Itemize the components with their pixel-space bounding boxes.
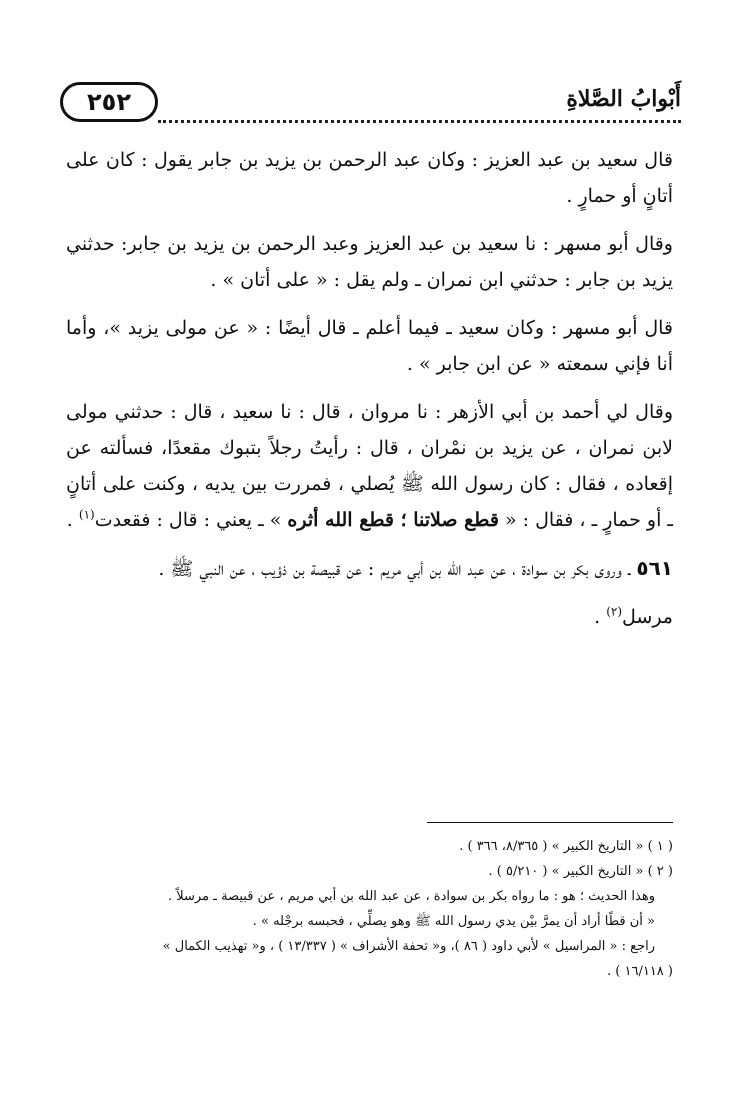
header-dotted-rule [158,120,681,123]
paragraph-5 [66,550,673,587]
paragraph-4-text-b: » ـ يعني : قال : فقعدت [94,509,282,531]
chapter-title: أَبْوابُ الصَّلاةِ [566,86,681,112]
footnote-2: ( ٢ ) « التاريخ الكبير » ( ٥/٢١٠ ) . [488,864,673,879]
footnote-ref-2[interactable]: (٢) [606,604,623,619]
footnote-2-detail-2: « أن قطًا أراد أن يمرَّ بيْن يدي رسول الله ﷺ وهو يصلِّي ، فحبسه برجْله » . [252,914,655,929]
paragraph-3: قال أبو مسهر : وكان سعيد ـ فيما أعلم ـ قال أيضًا : « عن مولى يزيد »، وأما أنا فإني سمعته « عن ابن جابر » . [66,317,673,375]
footnote-2-detail-3: راجع : « المراسيل » لأبي داود ( ٨٦ )، و« تحفة الأشراف » ( ١٣/٣٣٧ ) ، و« تهذيب الكمال » [162,939,655,954]
paragraph-1: قال سعيد بن عبد العزيز : وكان عبد الرحمن بن يزيد بن جابر يقول : كان على أتانٍ أو حمارٍ . [66,149,673,207]
paragraph-6-end: . [594,606,607,628]
paragraph-6 [66,599,673,635]
quoted-saying: قطع صلاتنا ؛ قطع الله أثره [287,509,499,531]
paragraph-4-text-a: وقال لي أحمد بن أبي الأزهر : نا مروان ، قال : نا سعيد ، قال : حدثني مولى لابن نمران ، عن يزيد بن نمْران ، قال : رأيتُ رجلاً بتبوك مقعدًا، فسألته عن إقعاده ، فقال : كان رسول الله ﷺ يُصلي ، فمررت بين يديه ، وكنت على أتانٍ ـ أو حمارٍ ـ ، فقال : « [66,401,673,531]
footnotes [66,834,673,984]
footnote-2-detail-1: وهذا الحديث ؛ هو : ما رواه بكر بن سوادة ، عن عبد الله بن أبي مريم ، عن قبيصة ـ مرسلاً . [167,889,655,904]
paragraph-5-text: ـ وروى بكر بن سوادة ، عن عبد الله بن أبي مريم : عن قبيصة بن ذؤيب ، عن النبي ﷺ . [158,558,637,580]
footnote-ref-1[interactable]: (١) [78,507,95,522]
page-header [60,82,681,130]
footnote-2-detail-4: ( ١٦/١١٨ ) . [607,964,673,979]
paragraph-4-end: . [66,509,79,531]
main-text [66,142,673,647]
hadith-number: ٥٦١ [636,556,673,580]
page-number: ٢٥٢ [60,82,158,122]
footnote-separator [427,822,673,823]
mursal-label: مرسل [622,606,673,628]
paragraph-2: وقال أبو مسهر : نا سعيد بن عبد العزيز وعبد الرحمن بن يزيد بن جابر: حدثني يزيد بن جابر : حدثني ابن نمران ـ ولم يقل : « على أتان » . [66,233,673,291]
paragraph-4 [66,394,673,538]
footnote-1: ( ١ ) « التاريخ الكبير » ( ٨/٣٦٥، ٣٦٦ ) . [459,839,673,854]
